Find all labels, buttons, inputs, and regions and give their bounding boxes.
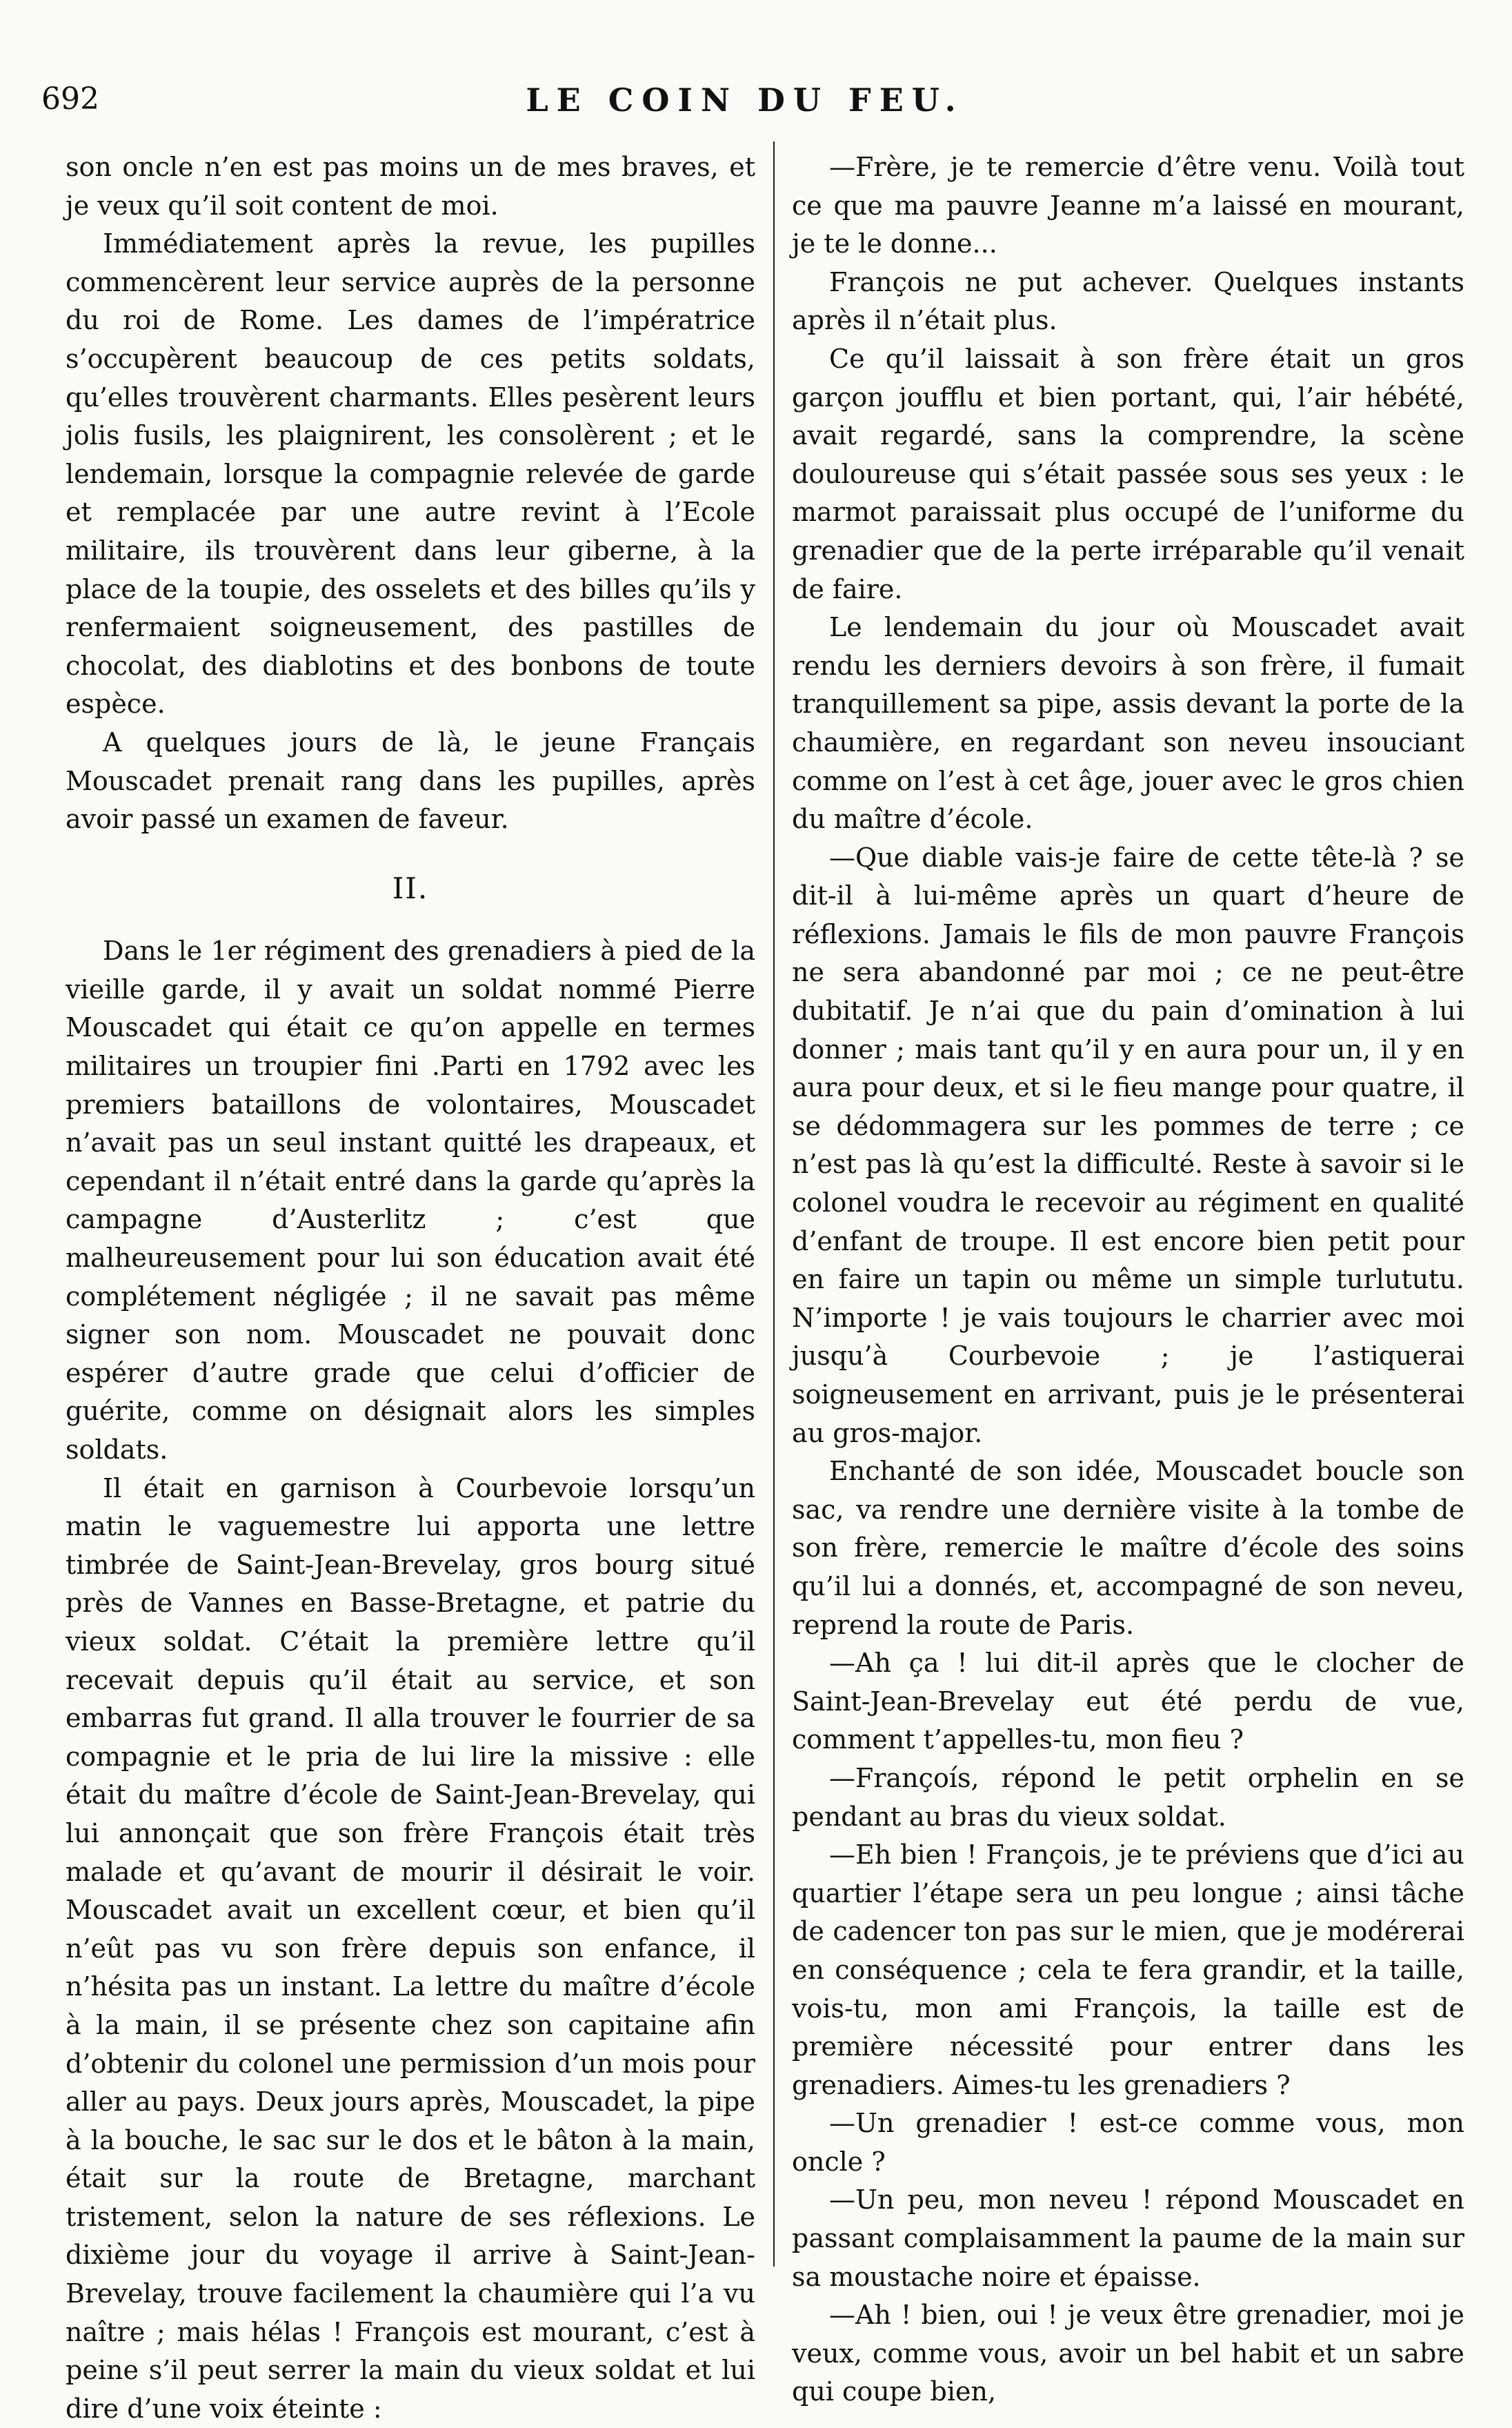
paragraph: —Eh bien ! François, je te préviens que d’ici au quartier l’étape sera un peu longue ; ainsi tâche de cadencer ton pas sur le mien, que je modérerai en conséquence ; cela te fera grandir, et la taille, vois-tu, mon ami François, la taille est de première nécessité pour entrer dans les grenadiers. Aimes-tu les grenadiers ?	[792, 1839, 1464, 2100]
section-heading: II.	[392, 871, 429, 905]
paragraph: A quelques jours de là, le jeune Français Mouscadet prenait rang dans les pupilles, après avoir passé un examen de faveur.	[66, 727, 755, 835]
paragraph: Il était en garnison à Courbevoie lorsqu’un matin le vaguemestre lui apporta une lettre timbrée de Saint-Jean-Brevelay, gros bourg situé près de Vannes en Basse-Bretagne, et patrie du vieux soldat. C’était la première lettre qu’il recevait depuis qu’il était au service, et son embarras fut grand. Il alla trouver le fourrier de sa compagnie et le pria de lui lire la missive : elle était du maître d’école de Saint-Jean-Brevelay, qui lui annonçait que son frère François était très malade et qu’avant de mourir il désirait le voir. Mouscadet avait un excellent cœur, et bien qu’il n’eût pas vu son frère depuis son enfance, il n’hésita pas un instant. La lettre du maître d’école à la main, il se présente chez son capitaine afin d’obtenir du colonel une permission d’un mois pour aller au pays. Deux jours après, Mouscadet, la pipe à la bouche, le sac sur le dos et le bâton à la main, était sur la route de Bretagne, marchant tristement, selon la nature de ses réflexions. Le dixième jour du voyage il arrive à Saint-Jean-Brevelay, trouve facilement la chaumière qui l’a vu naître ; mais hélas ! François est mourant, c’est à peine s’il peut serrer la main du vieux soldat et lui dire d’une voix éteinte :	[66, 1472, 755, 2424]
right-column	[792, 148, 1464, 2411]
running-title: LE COIN DU FEU.	[526, 81, 964, 119]
column-divider	[773, 141, 775, 2267]
paragraph: —Un peu, mon neveu ! répond Mouscadet en passant complaisamment la paume de la main sur sa moustache noire et épaisse.	[792, 2184, 1464, 2292]
paragraph: —Frère, je te remercie d’être venu. Voilà tout ce que ma pauvre Jeanne m’a laissé en mourant, je te le donne...	[792, 152, 1464, 259]
paragraph: —Un grenadier ! est-ce comme vous, mon oncle ?	[792, 2108, 1464, 2177]
paragraph: son oncle n’en est pas moins un de mes braves, et je veux qu’il soit content de moi.	[66, 152, 755, 221]
paragraph: Ce qu’il laissait à son frère était un gros garçon joufflu et bien portant, qui, l’air hébété, avait regardé, sans la comprendre, la scène douloureuse qui s’était passée sous ses yeux : le marmot paraissait plus occupé de l’uniforme du grenadier que de la perte irréparable qu’il venait de faire.	[792, 343, 1464, 604]
paragraph: —Françoís, répond le petit orphelin en se pendant au bras du vieux soldat.	[792, 1762, 1464, 1832]
paragraph: Immédiatement après la revue, les pupilles commencèrent leur service auprès de la personne du roi de Rome. Les dames de l’impératrice s’occupèrent beaucoup de ces petits soldats, qu’elles trouvèrent charmants. Elles pesèrent leurs jolis fusils, les plaignirent, les consolèrent ; et le lendemain, lorsque la compagnie relevée de garde et remplacée par une autre revint à l’Ecole militaire, ils trouvèrent dans leur giberne, à la place de la toupie, des osselets et des billes qu’ils y renfermaient soigneusement, des pastilles de chocolat, des diablotins et des bonbons de toute espèce.	[66, 228, 755, 720]
paragraph: Enchanté de son idée, Mouscadet boucle son sac, va rendre une dernière visite à la tombe de son frère, remercie le maître d’école des soins qu’il lui a donnés, et, accompagné de son neveu, reprend la route de Paris.	[792, 1456, 1464, 1640]
paragraph: Dans le 1er régiment des grenadiers à pied de la vieille garde, il y avait un soldat nommé Pierre Mouscadet qui était ce qu’on appelle en termes militaires un troupier fini .Parti en 1792 avec les premiers bataillons de volontaires, Mouscadet n’avait pas un seul instant quitté les drapeaux, et cependant il n’était entré dans la garde qu’après la campagne d’Austerlitz ; c’est que malheureusement pour lui son éducation avait été complétement négligée ; il ne savait pas même signer son nom. Mouscadet ne pouvait donc espérer d’autre grade que celui d’officier de guérite, comme on désignait alors les simples soldats.	[66, 936, 755, 1465]
paragraph: —Ah ! bien, oui ! je veux être grenadier, moi je veux, comme vous, avoir un bel habit et un sabre qui coupe bien,	[792, 2300, 1464, 2407]
paragraph: —Que diable vais-je faire de cette tête-là ? se dit-il à lui-même après un quart d’heure de réflexions. Jamais le fils de mon pauvre François ne sera abandonné par moi ; ce ne peut-être dubitatif. Je n’ai que du pain d’omination à lui donner ; mais tant qu’il y en aura pour un, il y en aura pour deux, et si le fieu mange pour quatre, il se dédommagera sur les pommes de terre ; ce n’est pas là qu’est la difficulté. Reste à savoir si le colonel voudra le recevoir au régiment en qualité d’enfant de troupe. Il est encore bien petit pour en faire un tapin ou même un simple turlututu. N’importe ! je vais toujours le charrier avec moi jusqu’à Courbevoie ; je l’astiquerai soigneusement en arrivant, puis je le présenterai au gros-major.	[792, 842, 1464, 1448]
left-column	[66, 148, 755, 2428]
paragraph: Le lendemain du jour où Mouscadet avait rendu les derniers devoirs à son frère, il fumait tranquillement sa pipe, assis devant la porte de la chaumière, en regardant son neveu insouciant comme on l’est à cet âge, jouer avec le gros chien du maître d’école.	[792, 612, 1464, 835]
paragraph: François ne put achever. Quelques instants après il n’était plus.	[792, 266, 1464, 336]
page-number: 692	[41, 81, 99, 117]
paragraph: —Ah ça ! lui dit-il après que le clocher de Saint-Jean-Brevelay eut été perdu de vue, comment t’appelles-tu, mon fieu ?	[792, 1648, 1464, 1755]
page-header	[41, 81, 1449, 130]
